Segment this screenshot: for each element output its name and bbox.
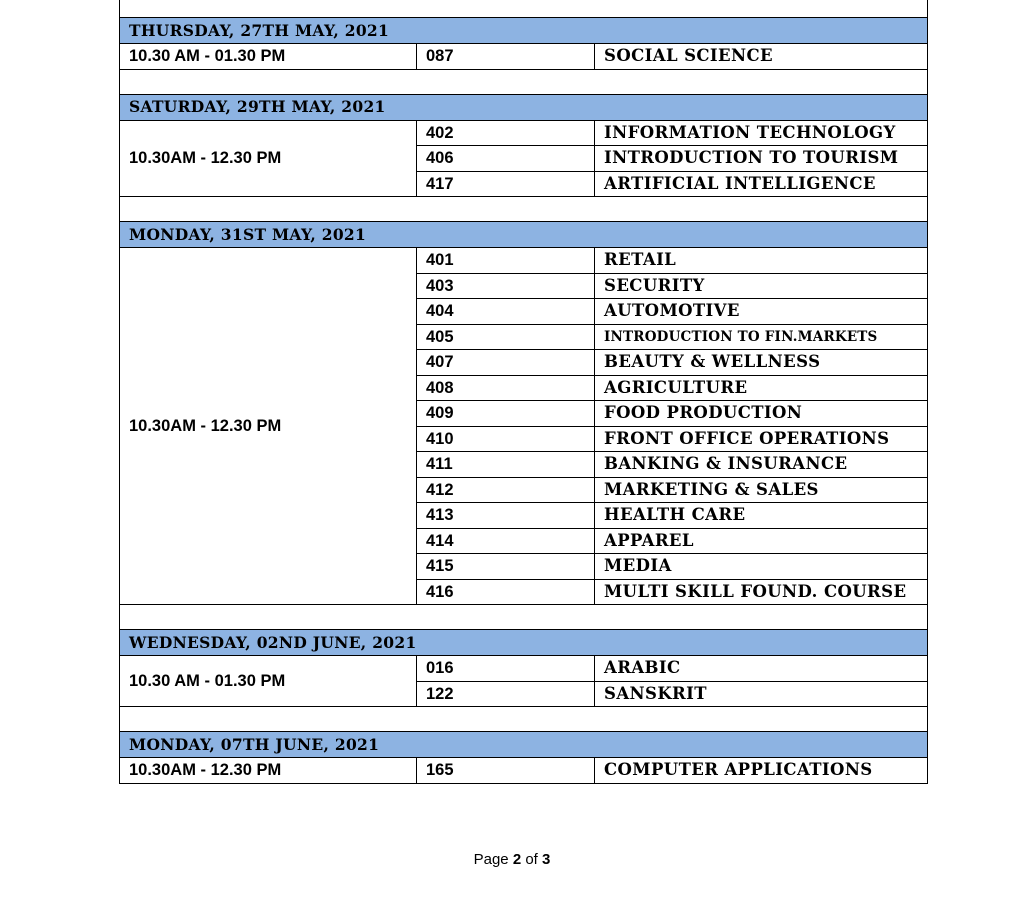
exam-time: 10.30 AM - 01.30 PM — [120, 44, 417, 70]
top-spacer-row — [120, 0, 928, 18]
subject-code: 405 — [417, 324, 595, 350]
subject-code: 404 — [417, 299, 595, 325]
spacer-row — [120, 707, 928, 732]
exam-schedule-sheet — [119, 0, 927, 784]
subject-code: 414 — [417, 528, 595, 554]
subject-name: COMPUTER APPLICATIONS — [595, 758, 928, 784]
exam-schedule-table — [119, 0, 928, 784]
subject-code: 016 — [417, 656, 595, 682]
exam-time: 10.30 AM - 01.30 PM — [120, 656, 417, 707]
paper-row — [120, 120, 928, 146]
subject-code: 406 — [417, 146, 595, 172]
subject-code: 413 — [417, 503, 595, 529]
spacer-cell — [120, 69, 928, 94]
subject-name: SOCIAL SCIENCE — [595, 44, 928, 70]
subject-name: INFORMATION TECHNOLOGY — [595, 120, 928, 146]
subject-name: MEDIA — [595, 554, 928, 580]
exam-time: 10.30AM - 12.30 PM — [120, 120, 417, 197]
subject-code: 417 — [417, 171, 595, 197]
subject-code: 087 — [417, 44, 595, 70]
paper-row — [120, 656, 928, 682]
spacer-row — [120, 197, 928, 222]
page-footer — [0, 851, 1024, 868]
footer-current-page: 2 — [512, 851, 522, 868]
spacer-cell — [120, 0, 928, 18]
spacer-row — [120, 605, 928, 630]
subject-code: 407 — [417, 350, 595, 376]
exam-date: WEDNESDAY, 02ND JUNE, 2021 — [120, 630, 928, 656]
exam-time: 10.30AM - 12.30 PM — [120, 248, 417, 605]
subject-code: 416 — [417, 579, 595, 605]
exam-date: MONDAY, 07TH JUNE, 2021 — [120, 732, 928, 758]
exam-time: 10.30AM - 12.30 PM — [120, 758, 417, 784]
subject-code: 122 — [417, 681, 595, 707]
subject-name: FRONT OFFICE OPERATIONS — [595, 426, 928, 452]
subject-name: RETAIL — [595, 248, 928, 274]
subject-name: ARTIFICIAL INTELLIGENCE — [595, 171, 928, 197]
date-header-row — [120, 222, 928, 248]
subject-code: 402 — [417, 120, 595, 146]
paper-row — [120, 758, 928, 784]
subject-name: INTRODUCTION TO TOURISM — [595, 146, 928, 172]
subject-name: BANKING & INSURANCE — [595, 452, 928, 478]
subject-code: 401 — [417, 248, 595, 274]
subject-name: SECURITY — [595, 273, 928, 299]
subject-name: SANSKRIT — [595, 681, 928, 707]
paper-row — [120, 44, 928, 70]
subject-code: 410 — [417, 426, 595, 452]
subject-code: 409 — [417, 401, 595, 427]
subject-code: 411 — [417, 452, 595, 478]
subject-code: 415 — [417, 554, 595, 580]
spacer-cell — [120, 707, 928, 732]
date-header-row — [120, 732, 928, 758]
exam-date: MONDAY, 31ST MAY, 2021 — [120, 222, 928, 248]
subject-name: BEAUTY & WELLNESS — [595, 350, 928, 376]
footer-page-word: Page — [473, 851, 509, 868]
subject-name: ARABIC — [595, 656, 928, 682]
schedule-body — [120, 0, 928, 783]
spacer-cell — [120, 605, 928, 630]
footer-of-word: of — [525, 851, 538, 868]
paper-row — [120, 248, 928, 274]
subject-code: 165 — [417, 758, 595, 784]
date-header-row — [120, 630, 928, 656]
spacer-row — [120, 69, 928, 94]
subject-name: HEALTH CARE — [595, 503, 928, 529]
subject-name: AUTOMOTIVE — [595, 299, 928, 325]
subject-name: FOOD PRODUCTION — [595, 401, 928, 427]
subject-name: APPAREL — [595, 528, 928, 554]
exam-date: THURSDAY, 27TH MAY, 2021 — [120, 18, 928, 44]
subject-name: MULTI SKILL FOUND. COURSE — [595, 579, 928, 605]
date-header-row — [120, 94, 928, 120]
subject-name: MARKETING & SALES — [595, 477, 928, 503]
subject-name: INTRODUCTION TO FIN.MARKETS — [595, 324, 928, 350]
exam-date: SATURDAY, 29TH MAY, 2021 — [120, 94, 928, 120]
spacer-cell — [120, 197, 928, 222]
subject-code: 403 — [417, 273, 595, 299]
subject-code: 408 — [417, 375, 595, 401]
date-header-row — [120, 18, 928, 44]
footer-total-pages: 3 — [542, 851, 551, 868]
subject-name: AGRICULTURE — [595, 375, 928, 401]
subject-code: 412 — [417, 477, 595, 503]
